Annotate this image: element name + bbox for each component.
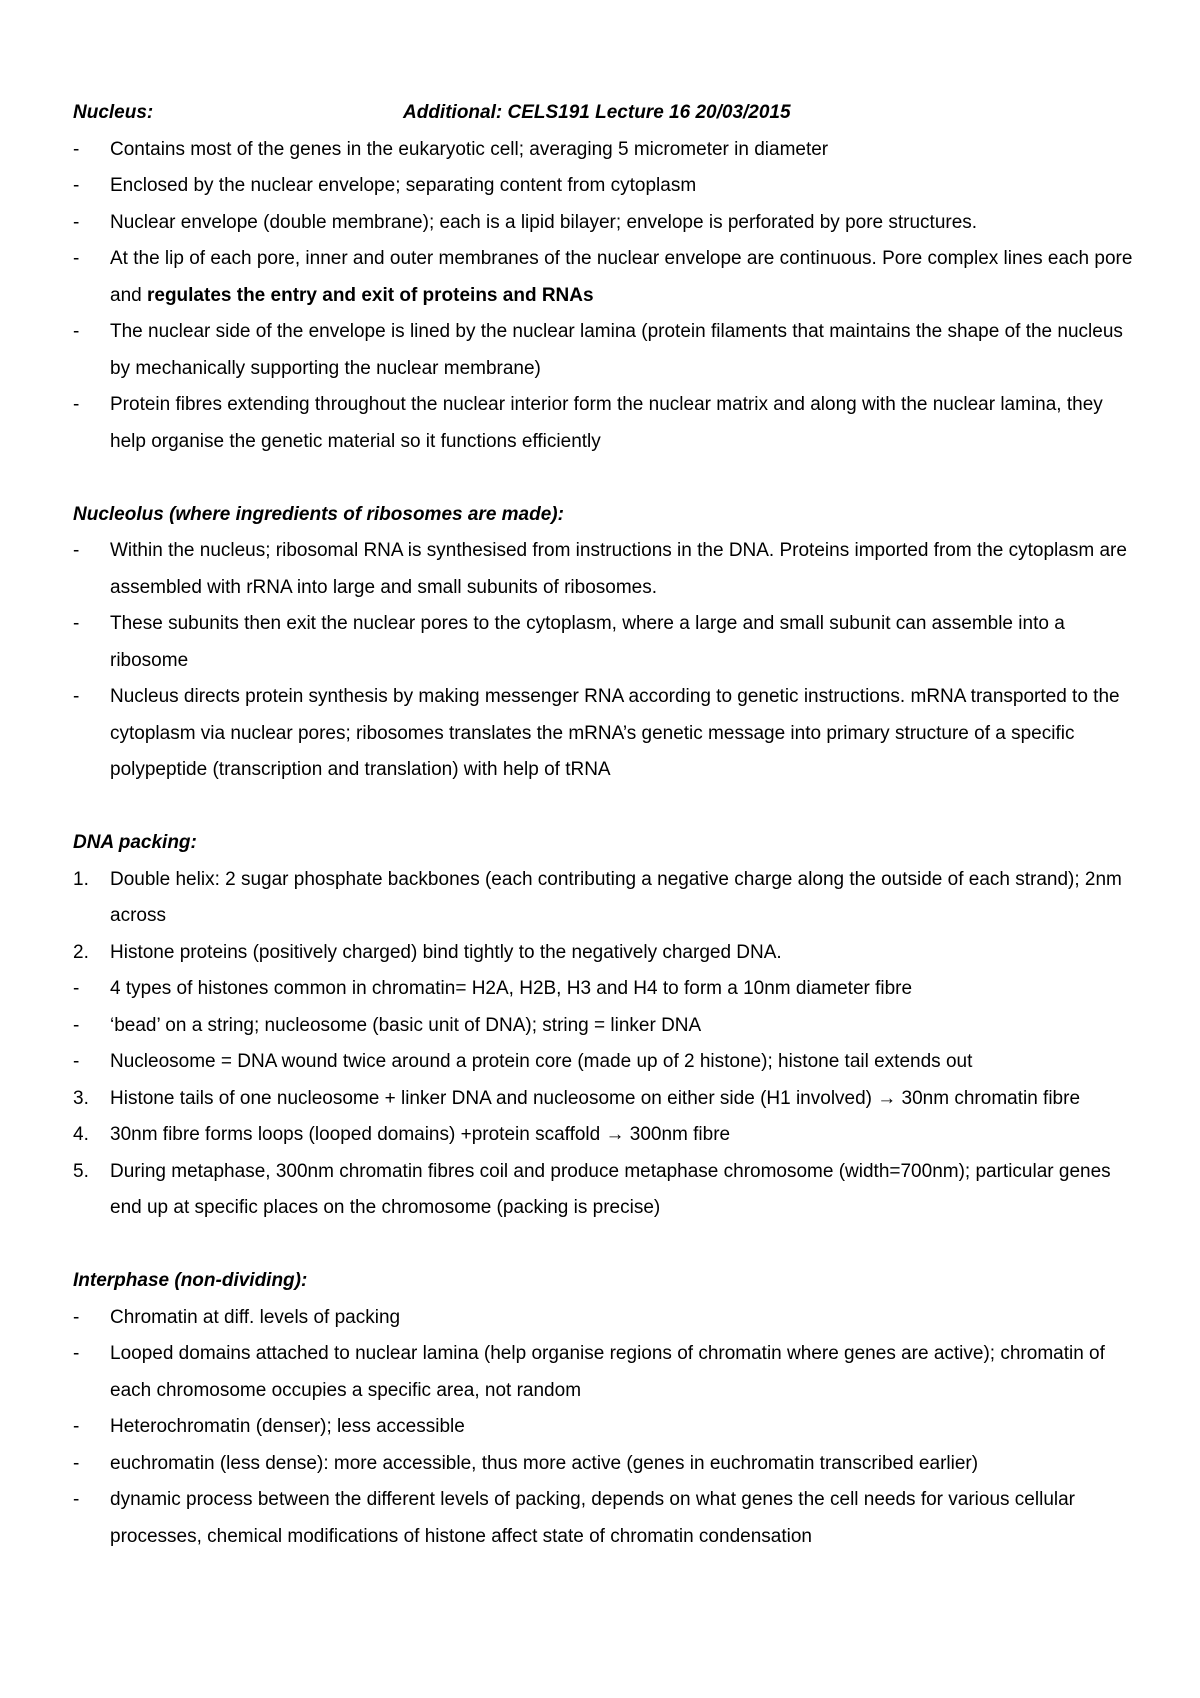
list-item — [73, 1446, 1140, 1483]
bold-emphasis-text: regulates the entry and exit of proteins and RNAs — [146, 284, 594, 306]
list-item-text: Nucleosome = DNA wound twice around a protein core (made up of 2 histone); histone tail extends out — [110, 1051, 973, 1072]
list-item-text: Protein fibres extending throughout the nuclear interior form the nuclear matrix and along with the nuclear lamina, they help organise the genetic material so it functions efficiently — [110, 394, 1103, 452]
list-item — [73, 1008, 1140, 1045]
list-item-text: Enclosed by the nuclear envelope; separating content from cytoplasm — [110, 175, 697, 196]
list-item — [73, 387, 1140, 460]
list-marker: - — [73, 613, 80, 634]
list-marker: - — [73, 248, 80, 269]
list-marker: - — [73, 138, 80, 160]
list-item — [73, 1409, 1140, 1446]
list-marker: - — [73, 1452, 80, 1474]
nucleolus-list — [73, 533, 1140, 789]
list-item-text: 30nm fibre forms loops (looped domains) +protein scaffold → 300nm fibre — [110, 1124, 731, 1145]
list-item — [73, 1117, 1140, 1154]
list-marker: - — [73, 686, 80, 707]
nucleus-list — [73, 132, 1140, 461]
interphase-list — [73, 1300, 1140, 1556]
list-marker: - — [73, 1306, 80, 1328]
list-item — [73, 1081, 1140, 1118]
list-item — [73, 862, 1140, 935]
list-marker: - — [73, 978, 80, 999]
document-header — [73, 95, 1140, 132]
list-item-text: 4 types of histones common in chromatin= H2A, H2B, H3 and H4 to form a 10nm diameter fibre — [110, 978, 913, 999]
list-item — [73, 1482, 1140, 1555]
list-marker: - — [73, 1489, 80, 1510]
list-item — [73, 1336, 1140, 1409]
list-item-text: dynamic process between the different levels of packing, depends on what genes the cell needs for various cellular processes, chemical modifications of histone affect state of chromatin condensation — [110, 1489, 1076, 1547]
list-marker: - — [73, 540, 80, 561]
list-item-text: At the lip of each pore, inner and outer membranes of the nuclear envelope are continuous. Pore complex lines each pore and — [110, 248, 1133, 306]
list-marker: - — [73, 211, 80, 233]
list-item-text: ‘bead’ on a string; nucleosome (basic unit of DNA); string = linker DNA — [110, 1014, 702, 1036]
list-marker: - — [73, 321, 80, 342]
section-spacer — [73, 460, 1140, 497]
list-item-text: Histone tails of one nucleosome + linker DNA and nucleosome on either side (H1 involved) → 30nm chromatin fibre — [110, 1087, 1081, 1109]
list-item — [73, 205, 1140, 242]
list-item-text: Looped domains attached to nuclear lamina (help organise regions of chromatin where genes are active); chromatin of each chromosome occupies a specific area, not random — [110, 1343, 1105, 1401]
list-marker: 5. — [73, 1160, 89, 1182]
list-item-text: Chromatin at diff. levels of packing — [110, 1306, 401, 1328]
list-marker: - — [73, 1343, 80, 1364]
list-item — [73, 1300, 1140, 1337]
list-marker: 2. — [73, 941, 89, 963]
list-item — [73, 606, 1140, 679]
list-item — [73, 314, 1140, 387]
list-item — [73, 132, 1140, 169]
list-marker: - — [73, 175, 80, 196]
list-marker: 4. — [73, 1124, 89, 1145]
section-spacer — [73, 789, 1140, 826]
list-item-text: During metaphase, 300nm chromatin fibres coil and produce metaphase chromosome (width=700nm); particular genes end up at specific places on the chromosome (packing is precise) — [110, 1160, 1111, 1218]
list-item-text: Nucleus directs protein synthesis by making messenger RNA according to genetic instructions. mRNA transported to the cytoplasm via nuclear pores; ribosomes translates the mRNA’s genetic message into primary structure of a specific polypeptide (transcription and translation) with help of tRNA — [110, 686, 1120, 780]
list-marker: - — [73, 1051, 80, 1072]
list-item — [73, 971, 1140, 1008]
list-item — [73, 935, 1140, 972]
list-item — [73, 533, 1140, 606]
list-item — [73, 1154, 1140, 1227]
list-item-text: Heterochromatin (denser); less accessible — [110, 1416, 465, 1437]
list-item-text: These subunits then exit the nuclear pores to the cytoplasm, where a large and small subunit can assemble into a ribosome — [110, 613, 1065, 671]
list-marker: - — [73, 1014, 80, 1036]
list-item-text: euchromatin (less dense): more accessible, thus more active (genes in euchromatin transcribed earlier) — [110, 1452, 979, 1474]
list-marker: - — [73, 1416, 80, 1437]
list-marker: - — [73, 394, 80, 415]
list-item-text: Double helix: 2 sugar phosphate backbones (each contributing a negative charge along the outside of each strand); 2nm across — [110, 868, 1122, 926]
nucleus-heading: Nucleus: — [73, 102, 154, 123]
list-item-text: Nuclear envelope (double membrane); each is a lipid bilayer; envelope is perforated by pore structures. — [110, 211, 978, 233]
list-item-text: Within the nucleus; ribosomal RNA is synthesised from instructions in the DNA. Proteins imported from the cytoplasm are assembled with rRNA into large and small subunits of ribosomes. — [110, 540, 1127, 598]
nucleolus-heading: Nucleolus (where ingredients of ribosomes are made): — [73, 503, 564, 525]
list-item — [73, 1044, 1140, 1081]
list-item — [73, 679, 1140, 789]
list-item-text: The nuclear side of the envelope is lined by the nuclear lamina (protein filaments that maintains the shape of the nucleus by mechanically supporting the nuclear membrane) — [110, 321, 1123, 379]
list-item — [73, 168, 1140, 205]
dna-packing-heading: DNA packing: — [73, 832, 197, 853]
section-spacer — [73, 1227, 1140, 1264]
list-marker: 1. — [73, 868, 89, 890]
list-item-text: Histone proteins (positively charged) bind tightly to the negatively charged DNA. — [110, 941, 782, 963]
list-item-text: Contains most of the genes in the eukaryotic cell; averaging 5 micrometer in diameter — [110, 138, 829, 160]
list-item — [73, 241, 1140, 314]
lecture-reference: Additional: CELS191 Lecture 16 20/03/2015 — [403, 102, 791, 123]
list-marker: 3. — [73, 1087, 89, 1109]
interphase-heading: Interphase (non-dividing): — [73, 1270, 308, 1291]
dna-packing-list — [73, 862, 1140, 1227]
